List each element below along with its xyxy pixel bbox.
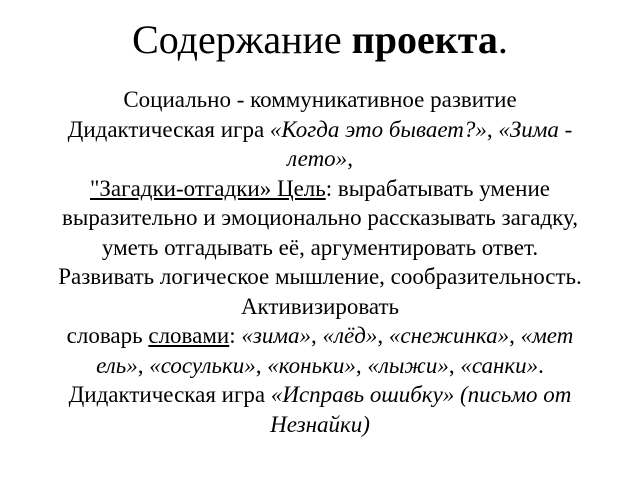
- text-goal-cont-2: уметь отгадывать её, аргументировать ответ.: [101, 234, 539, 260]
- word-ice: «лёд»: [322, 323, 378, 348]
- text-end: .: [538, 352, 544, 378]
- word-icicles: «сосульки»: [149, 352, 256, 378]
- word-skates: «коньки»: [267, 352, 356, 378]
- body-line-3: [24, 144, 616, 174]
- body-line-10: [24, 351, 616, 381]
- word-skis: «лыжи»: [367, 352, 449, 378]
- text-sep: ,: [347, 146, 353, 171]
- text-game-when: «Когда это бывает?»: [269, 116, 487, 142]
- text-game-label: Дидактическая игра: [67, 116, 270, 142]
- body-line-4: [24, 174, 616, 204]
- text-goal-label: Цель: [276, 175, 326, 201]
- body-line-11: [24, 380, 616, 410]
- text-fix-mistake-game-a: «Исправь ошибку» (письмо от: [270, 382, 572, 407]
- text-words-label: словами: [148, 323, 230, 348]
- text-sep: ,: [255, 352, 268, 378]
- word-blizzard-a: «мет: [520, 323, 574, 348]
- text-sep: ,: [509, 323, 521, 348]
- word-sled: «санки»: [460, 352, 539, 378]
- body-line-8: [24, 292, 616, 322]
- text-goal-cont-1: выразительно и эмоционально рассказывать загадку,: [62, 205, 578, 230]
- body-line-6: [24, 233, 616, 263]
- text-activate: Активизировать: [240, 293, 400, 319]
- text-social-development: Социально - коммуникативное развитие: [123, 87, 517, 112]
- body-line-12: [24, 410, 616, 440]
- body-line-1: [24, 85, 616, 115]
- text-sep: ,: [311, 323, 323, 348]
- text-sep: ,: [486, 116, 499, 142]
- text-goal-start: : вырабатывать умение: [325, 175, 550, 201]
- text-fix-mistake-game-b: Незнайки): [270, 411, 370, 437]
- text-sep: ,: [355, 352, 368, 378]
- text-vocab-label: словарь: [66, 323, 149, 348]
- text-winter-summer-b: лето»: [287, 146, 348, 171]
- body-line-5: [24, 203, 616, 233]
- slide-body: [24, 85, 616, 439]
- text-develop-logic: Развивать логическое мышление, сообразительность.: [58, 264, 582, 289]
- text-sep: :: [229, 323, 242, 348]
- body-line-2: [24, 115, 616, 145]
- word-winter: «зима»: [241, 323, 311, 348]
- word-blizzard-b: ель»: [96, 352, 138, 378]
- text-sep: ,: [448, 352, 461, 378]
- text-sep: ,: [377, 323, 389, 348]
- body-line-7: [24, 262, 616, 292]
- slide-title: [0, 14, 640, 66]
- word-snowflake: «снежинка»: [388, 323, 510, 348]
- title-end: .: [497, 17, 508, 62]
- title-regular: Содержание: [132, 17, 352, 62]
- text-winter-summer-a: «Зима -: [498, 116, 573, 142]
- text-sep: ,: [137, 352, 150, 378]
- body-line-9: [24, 321, 616, 351]
- title-bold: проекта: [351, 17, 498, 62]
- text-riddles-game: "Загадки-отгадки»: [90, 175, 277, 201]
- text-game-label-2: Дидактическая игра: [68, 382, 271, 407]
